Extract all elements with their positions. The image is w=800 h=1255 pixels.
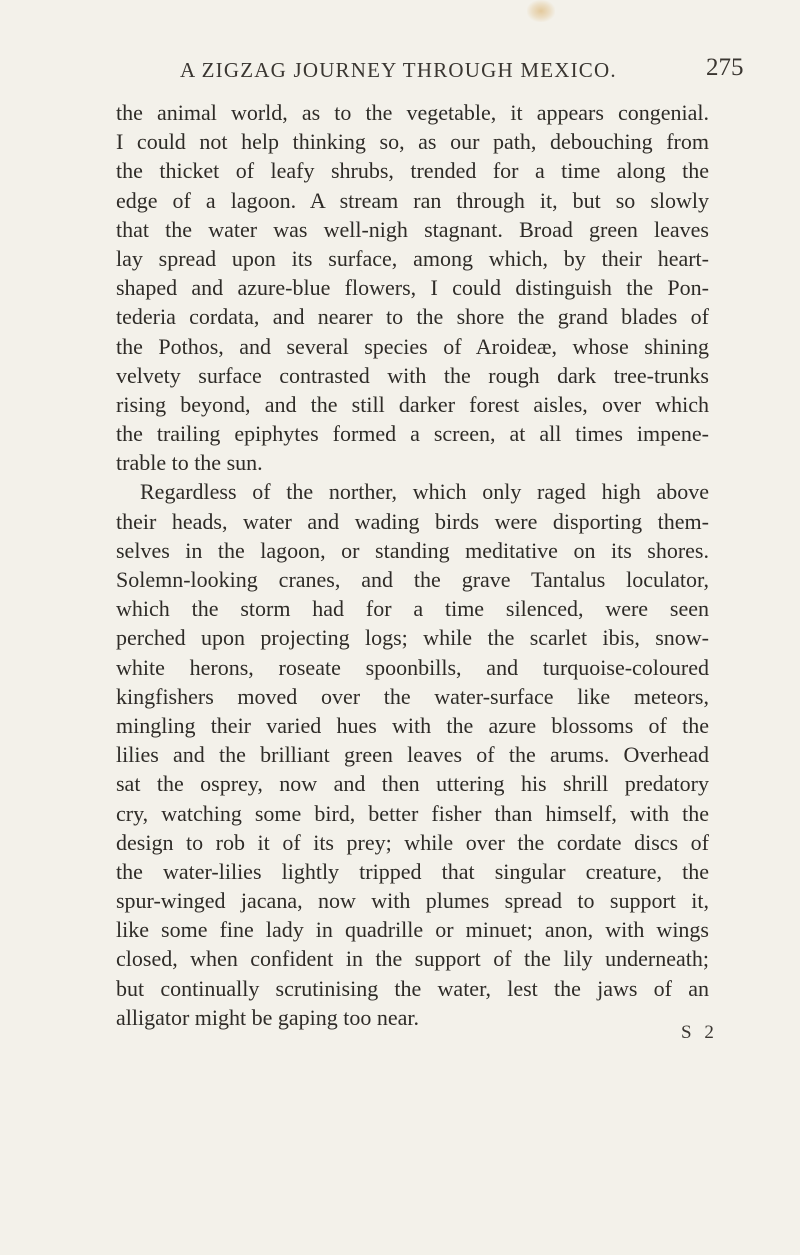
text-line: edge of a lagoon. A stream ran through it, but so slowly	[116, 187, 709, 213]
text-line: but continually scrutinising the water, lest the jaws of an	[116, 975, 709, 1001]
text-line: the water-lilies lightly tripped that singular creature, the	[116, 858, 709, 884]
text-line: which the storm had for a time silenced, were seen	[116, 596, 709, 622]
text-line: sat the osprey, now and then uttering his shrill predatory	[116, 771, 709, 797]
paragraph-start-line: Regardless of the norther, which only raged high above	[140, 479, 709, 505]
text-line: the Pothos, and several species of Aroideæ, whose shining	[116, 333, 709, 359]
text-line: closed, when confident in the support of the lily underneath;	[116, 946, 709, 972]
text-line: lay spread upon its surface, among which, by their heart-	[116, 245, 709, 271]
text-line: lilies and the brilliant green leaves of the arums. Overhead	[116, 742, 709, 768]
text-line: the trailing epiphytes formed a screen, at all times impene-	[116, 421, 709, 447]
text-line: that the water was well-nigh stagnant. Broad green leaves	[116, 216, 709, 242]
text-line: velvety surface contrasted with the rough dark tree-trunks	[116, 362, 709, 388]
text-line: spur-winged jacana, now with plumes spread to support it,	[116, 888, 709, 914]
text-line: the thicket of leafy shrubs, trended for a time along the	[116, 158, 709, 184]
page-number: 275	[706, 54, 744, 81]
text-line: kingfishers moved over the water-surface like meteors,	[116, 683, 709, 709]
body-text	[116, 98, 709, 1032]
text-line: cry, watching some bird, better fisher than himself, with the	[116, 800, 709, 826]
text-line: their heads, water and wading birds were disporting them-	[116, 508, 709, 534]
text-line: white herons, roseate spoonbills, and turquoise-coloured	[116, 654, 709, 680]
paragraph-end-line: trable to the sun.	[116, 450, 263, 476]
paragraph-end-line: alligator might be gaping too near.	[116, 1004, 420, 1030]
text-line: tederia cordata, and nearer to the shore the grand blades of	[116, 304, 709, 330]
text-line: I could not help thinking so, as our path, debouching from	[116, 129, 709, 155]
text-line: mingling their varied hues with the azure blossoms of the	[116, 712, 709, 738]
text-line: Solemn-looking cranes, and the grave Tantalus loculator,	[116, 567, 709, 592]
text-line: rising beyond, and the still darker forest aisles, over which	[116, 391, 709, 417]
paper-stain	[527, 0, 555, 22]
text-line: perched upon projecting logs; while the scarlet ibis, snow-	[116, 625, 709, 651]
signature-mark: S 2	[681, 1022, 718, 1043]
text-line: design to rob it of its prey; while over the cordate discs of	[116, 829, 709, 855]
running-head: A ZIGZAG JOURNEY THROUGH MEXICO.	[180, 58, 617, 82]
text-line: selves in the lagoon, or standing meditative on its shores.	[116, 537, 709, 563]
text-line: shaped and azure-blue flowers, I could distinguish the Pon-	[116, 275, 709, 301]
text-line: like some fine lady in quadrille or minuet; anon, with wings	[116, 917, 709, 943]
text-line: the animal world, as to the vegetable, it appears congenial.	[116, 100, 709, 125]
